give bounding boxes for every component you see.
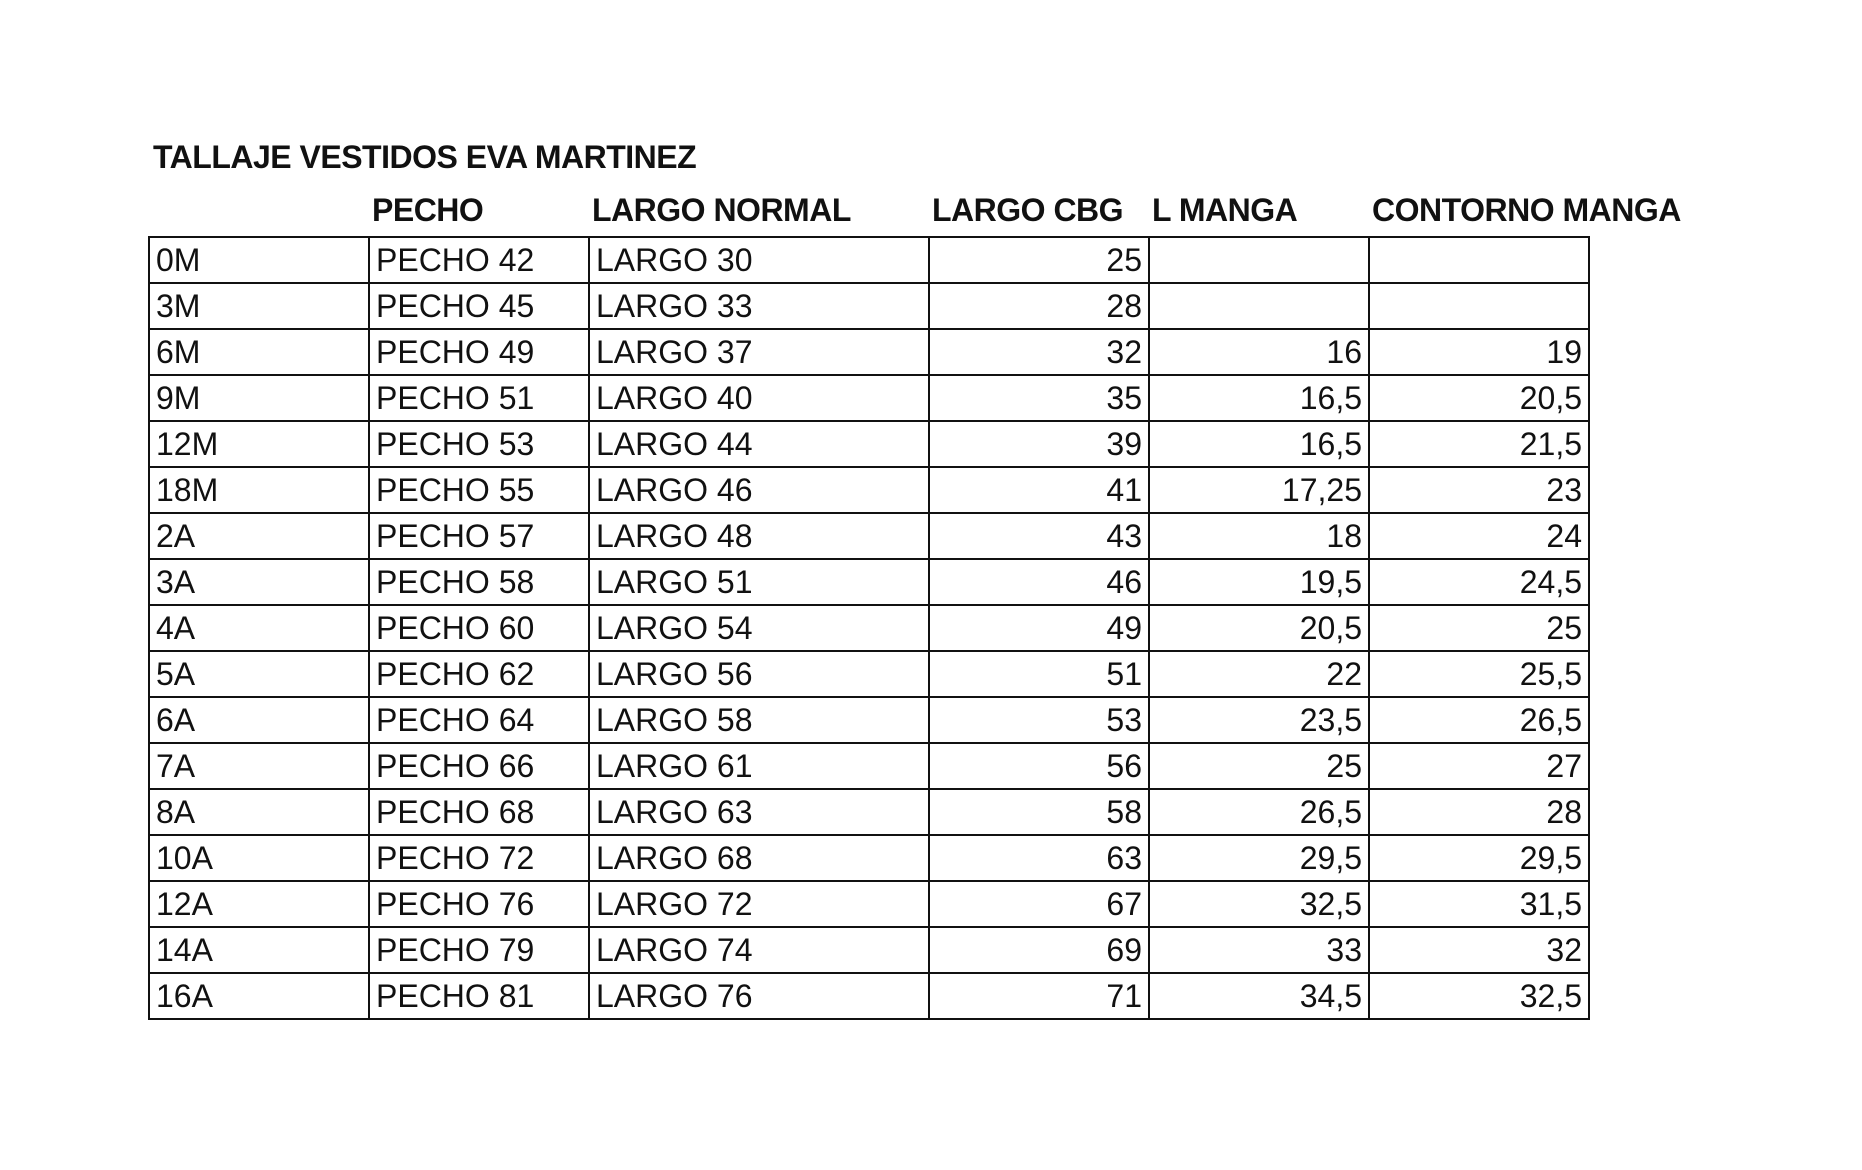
pecho-cell: PECHO 62: [369, 651, 589, 697]
l-manga-cell: 16,5: [1149, 375, 1369, 421]
contorno-manga-cell: 25: [1369, 605, 1589, 651]
size-table: [148, 236, 1590, 1020]
largo-cbg-cell: 49: [929, 605, 1149, 651]
l-manga-cell: 22: [1149, 651, 1369, 697]
contorno-manga-cell: [1369, 237, 1589, 283]
contorno-manga-cell: 20,5: [1369, 375, 1589, 421]
size-cell: 4A: [149, 605, 369, 651]
pecho-cell: PECHO 57: [369, 513, 589, 559]
largo-cbg-cell: 56: [929, 743, 1149, 789]
table-row: [149, 283, 1589, 329]
table-row: [149, 467, 1589, 513]
contorno-manga-cell: 29,5: [1369, 835, 1589, 881]
size-cell: 10A: [149, 835, 369, 881]
largo-normal-cell: LARGO 72: [589, 881, 929, 927]
contorno-manga-cell: 24,5: [1369, 559, 1589, 605]
l-manga-cell: [1149, 237, 1369, 283]
l-manga-cell: 18: [1149, 513, 1369, 559]
pecho-cell: PECHO 51: [369, 375, 589, 421]
pecho-cell: PECHO 64: [369, 697, 589, 743]
pecho-cell: PECHO 72: [369, 835, 589, 881]
l-manga-cell: 33: [1149, 927, 1369, 973]
contorno-manga-cell: 28: [1369, 789, 1589, 835]
pecho-cell: PECHO 68: [369, 789, 589, 835]
pecho-cell: PECHO 60: [369, 605, 589, 651]
largo-cbg-cell: 51: [929, 651, 1149, 697]
l-manga-cell: 19,5: [1149, 559, 1369, 605]
contorno-manga-cell: [1369, 283, 1589, 329]
l-manga-cell: 20,5: [1149, 605, 1369, 651]
largo-cbg-cell: 58: [929, 789, 1149, 835]
size-cell: 2A: [149, 513, 369, 559]
largo-normal-cell: LARGO 76: [589, 973, 929, 1019]
largo-cbg-cell: 67: [929, 881, 1149, 927]
pecho-cell: PECHO 49: [369, 329, 589, 375]
largo-normal-cell: LARGO 74: [589, 927, 929, 973]
size-cell: 0M: [149, 237, 369, 283]
contorno-manga-cell: 19: [1369, 329, 1589, 375]
largo-cbg-cell: 69: [929, 927, 1149, 973]
pecho-cell: PECHO 66: [369, 743, 589, 789]
largo-normal-cell: LARGO 33: [589, 283, 929, 329]
contorno-manga-cell: 32,5: [1369, 973, 1589, 1019]
table-row: [149, 973, 1589, 1019]
largo-normal-cell: LARGO 48: [589, 513, 929, 559]
l-manga-cell: 16: [1149, 329, 1369, 375]
contorno-manga-cell: 32: [1369, 927, 1589, 973]
table-row: [149, 513, 1589, 559]
largo-normal-cell: LARGO 46: [589, 467, 929, 513]
table-row: [149, 835, 1589, 881]
largo-cbg-cell: 32: [929, 329, 1149, 375]
contorno-manga-cell: 25,5: [1369, 651, 1589, 697]
pecho-cell: PECHO 58: [369, 559, 589, 605]
l-manga-cell: 29,5: [1149, 835, 1369, 881]
largo-normal-cell: LARGO 61: [589, 743, 929, 789]
largo-cbg-cell: 46: [929, 559, 1149, 605]
pecho-cell: PECHO 45: [369, 283, 589, 329]
pecho-cell: PECHO 79: [369, 927, 589, 973]
pecho-cell: PECHO 76: [369, 881, 589, 927]
table-row: [149, 743, 1589, 789]
l-manga-cell: [1149, 283, 1369, 329]
l-manga-cell: 34,5: [1149, 973, 1369, 1019]
largo-normal-cell: LARGO 51: [589, 559, 929, 605]
table-row: [149, 789, 1589, 835]
pecho-cell: PECHO 53: [369, 421, 589, 467]
largo-normal-cell: LARGO 68: [589, 835, 929, 881]
table-row: [149, 237, 1589, 283]
contorno-manga-cell: 21,5: [1369, 421, 1589, 467]
contorno-manga-cell: 27: [1369, 743, 1589, 789]
header-pecho: PECHO: [372, 192, 484, 228]
pecho-cell: PECHO 42: [369, 237, 589, 283]
size-cell: 16A: [149, 973, 369, 1019]
table-row: [149, 605, 1589, 651]
header-largo-cbg: LARGO CBG: [932, 192, 1124, 228]
document-title: TALLAJE VESTIDOS EVA MARTINEZ: [153, 139, 697, 175]
header-contorno-manga: CONTORNO MANGA: [1372, 192, 1681, 228]
table-row: [149, 927, 1589, 973]
contorno-manga-cell: 24: [1369, 513, 1589, 559]
largo-cbg-cell: 25: [929, 237, 1149, 283]
largo-normal-cell: LARGO 30: [589, 237, 929, 283]
table-row: [149, 651, 1589, 697]
largo-cbg-cell: 41: [929, 467, 1149, 513]
l-manga-cell: 26,5: [1149, 789, 1369, 835]
size-cell: 9M: [149, 375, 369, 421]
size-cell: 12A: [149, 881, 369, 927]
largo-cbg-cell: 63: [929, 835, 1149, 881]
column-headers: [148, 192, 1748, 234]
size-table-body: [149, 237, 1589, 1019]
largo-cbg-cell: 28: [929, 283, 1149, 329]
size-cell: 7A: [149, 743, 369, 789]
largo-normal-cell: LARGO 44: [589, 421, 929, 467]
size-cell: 14A: [149, 927, 369, 973]
size-cell: 8A: [149, 789, 369, 835]
size-cell: 3A: [149, 559, 369, 605]
size-cell: 12M: [149, 421, 369, 467]
largo-normal-cell: LARGO 63: [589, 789, 929, 835]
l-manga-cell: 23,5: [1149, 697, 1369, 743]
pecho-cell: PECHO 81: [369, 973, 589, 1019]
table-row: [149, 559, 1589, 605]
largo-cbg-cell: 39: [929, 421, 1149, 467]
size-cell: 6A: [149, 697, 369, 743]
header-largo-normal: LARGO NORMAL: [592, 192, 851, 228]
table-row: [149, 697, 1589, 743]
l-manga-cell: 16,5: [1149, 421, 1369, 467]
size-cell: 5A: [149, 651, 369, 697]
contorno-manga-cell: 23: [1369, 467, 1589, 513]
table-row: [149, 881, 1589, 927]
contorno-manga-cell: 31,5: [1369, 881, 1589, 927]
contorno-manga-cell: 26,5: [1369, 697, 1589, 743]
pecho-cell: PECHO 55: [369, 467, 589, 513]
table-row: [149, 421, 1589, 467]
l-manga-cell: 17,25: [1149, 467, 1369, 513]
largo-cbg-cell: 53: [929, 697, 1149, 743]
largo-cbg-cell: 35: [929, 375, 1149, 421]
largo-cbg-cell: 71: [929, 973, 1149, 1019]
largo-normal-cell: LARGO 54: [589, 605, 929, 651]
l-manga-cell: 32,5: [1149, 881, 1369, 927]
l-manga-cell: 25: [1149, 743, 1369, 789]
largo-normal-cell: LARGO 37: [589, 329, 929, 375]
largo-normal-cell: LARGO 56: [589, 651, 929, 697]
size-cell: 3M: [149, 283, 369, 329]
largo-cbg-cell: 43: [929, 513, 1149, 559]
size-cell: 6M: [149, 329, 369, 375]
size-cell: 18M: [149, 467, 369, 513]
largo-normal-cell: LARGO 58: [589, 697, 929, 743]
table-row: [149, 375, 1589, 421]
header-l-manga: L MANGA: [1152, 192, 1298, 228]
table-row: [149, 329, 1589, 375]
largo-normal-cell: LARGO 40: [589, 375, 929, 421]
